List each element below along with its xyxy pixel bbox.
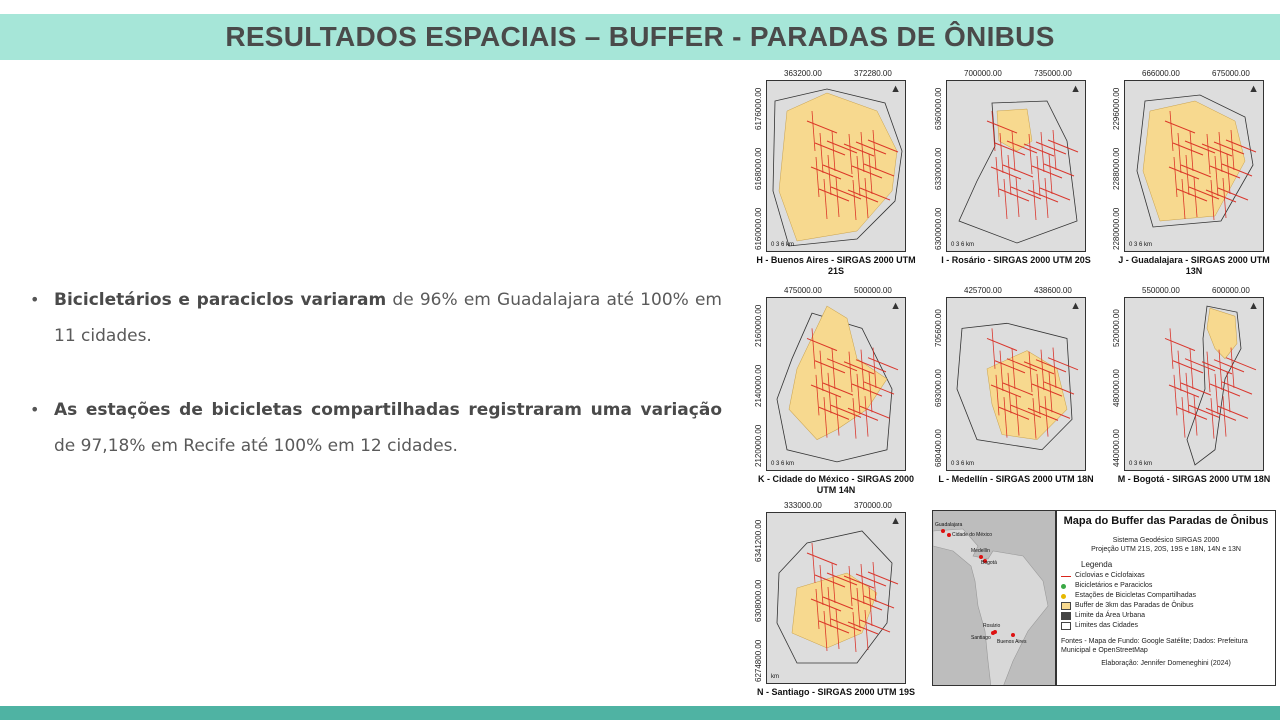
map-caption: I - Rosário - SIRGAS 2000 UTM 20S <box>941 255 1091 265</box>
scale-bar-label: 0 3 6 km <box>1129 242 1153 248</box>
y-coordinate-label: 6274800.00 <box>754 639 763 682</box>
legend-items <box>1057 571 1275 631</box>
legend-swatch <box>1061 594 1066 599</box>
y-coordinate-label: 6300000.00 <box>934 207 943 250</box>
y-coordinate-label: 2140000.00 <box>754 364 763 407</box>
bullet-dot: • <box>30 400 40 419</box>
legend-heading: Legenda <box>1081 560 1113 569</box>
y-coordinate-label: 6341200.00 <box>754 519 763 562</box>
map-legend <box>1056 510 1276 686</box>
bullet-rest: de 96% em Guadalajara até 100% em 11 cidades. <box>54 290 722 346</box>
y-coordinate-label: 693000.00 <box>934 369 943 407</box>
bullet-item <box>30 392 722 464</box>
legend-swatch <box>1061 612 1071 620</box>
legend-swatch <box>1061 622 1071 630</box>
overview-marker <box>941 529 945 533</box>
scale-bar-label: 0 3 6 km <box>771 242 795 248</box>
map-caption: K - Cidade do México - SIRGAS 2000 UTM 14N <box>757 474 915 495</box>
y-coordinate-label: 2160000.00 <box>754 304 763 347</box>
north-arrow-icon: ▲ <box>1248 83 1259 95</box>
legend-label: Limites das Cidades <box>1075 622 1139 629</box>
x-coordinate-label: 500000.00 <box>854 286 892 295</box>
scale-bar-label: 0 3 6 km <box>1129 461 1153 467</box>
overview-map <box>932 510 1056 686</box>
scale-bar-label: 0 3 6 km <box>951 461 975 467</box>
city-map-frame <box>946 80 1086 252</box>
bullet-bold: As estações de bicicletas compartilhadas registraram uma variação <box>54 400 722 420</box>
legend-label: Bicicletários e Paraciclos <box>1075 582 1153 589</box>
city-map-frame <box>766 297 906 471</box>
legend-projection: Projeção UTM 21S, 20S, 19S e 18N, 14N e 13N <box>1091 546 1241 553</box>
y-coordinate-label: 705600.00 <box>934 309 943 347</box>
y-coordinate-label: 6308000.00 <box>754 579 763 622</box>
y-coordinate-label: 2288000.00 <box>1112 147 1121 190</box>
x-coordinate-label: 550000.00 <box>1142 286 1180 295</box>
legend-item <box>1057 571 1275 581</box>
legend-label: Buffer de 3km das Paradas de Ônibus <box>1075 602 1194 609</box>
x-coordinate-label: 438600.00 <box>1034 286 1072 295</box>
overview-label: Guadalajara <box>935 522 963 528</box>
bottom-bar <box>0 706 1280 720</box>
x-coordinate-label: 372280.00 <box>854 69 892 78</box>
scale-bar-label: 0 3 6 km <box>951 242 975 248</box>
bullet-rest: de 97,18% em Recife até 100% em 12 cidades. <box>54 436 458 456</box>
legend-elaboration: Elaboração: Jennifer Domeneghini (2024) <box>1101 660 1231 667</box>
y-coordinate-label: 2280000.00 <box>1112 207 1121 250</box>
legend-label: Ciclovias e Ciclofaixas <box>1075 572 1145 579</box>
legend-swatch <box>1061 576 1071 577</box>
map-caption: H - Buenos Aires - SIRGAS 2000 UTM 21S <box>756 255 916 276</box>
x-coordinate-label: 666000.00 <box>1142 69 1180 78</box>
north-arrow-icon: ▲ <box>1070 300 1081 312</box>
north-arrow-icon: ▲ <box>1070 83 1081 95</box>
city-map-frame <box>766 80 906 252</box>
legend-item <box>1057 591 1275 601</box>
scale-bar-label: km <box>771 674 779 680</box>
x-coordinate-label: 425700.00 <box>964 286 1002 295</box>
city-map-frame <box>766 512 906 684</box>
bullet-text <box>54 282 722 354</box>
bullet-bold: Bicicletários e paraciclos variaram <box>54 290 387 310</box>
overview-marker <box>947 533 951 537</box>
legend-title: Mapa do Buffer das Paradas de Ônibus <box>1063 515 1269 527</box>
y-coordinate-label: 2296000.00 <box>1112 87 1121 130</box>
y-coordinate-label: 2120000.00 <box>754 424 763 467</box>
x-coordinate-label: 600000.00 <box>1212 286 1250 295</box>
x-coordinate-label: 363200.00 <box>784 69 822 78</box>
bullet-dot: • <box>30 290 40 309</box>
overview-label: Bogotá <box>981 560 997 566</box>
city-map-frame <box>946 297 1086 471</box>
map-caption: L - Medellín - SIRGAS 2000 UTM 18N <box>938 474 1094 484</box>
north-arrow-icon: ▲ <box>890 83 901 95</box>
overview-label: Medellín <box>971 548 990 554</box>
x-coordinate-label: 370000.00 <box>854 501 892 510</box>
x-coordinate-label: 475000.00 <box>784 286 822 295</box>
y-coordinate-label: 680400.00 <box>934 429 943 467</box>
legend-item <box>1057 611 1275 621</box>
y-coordinate-label: 440000.00 <box>1112 429 1121 467</box>
overview-label: Rosário <box>983 623 1001 629</box>
city-map-frame <box>1124 80 1264 252</box>
y-coordinate-label: 6168000.00 <box>754 147 763 190</box>
y-coordinate-label: 6330000.00 <box>934 147 943 190</box>
legend-item <box>1057 581 1275 591</box>
y-coordinate-label: 6176000.00 <box>754 87 763 130</box>
legend-item <box>1057 601 1275 611</box>
overview-label: Cidade do México <box>952 532 993 538</box>
legend-swatch <box>1061 584 1066 589</box>
x-coordinate-label: 675000.00 <box>1212 69 1250 78</box>
legend-item <box>1057 621 1275 631</box>
north-arrow-icon: ▲ <box>890 300 901 312</box>
north-arrow-icon: ▲ <box>1248 300 1259 312</box>
x-coordinate-label: 700000.00 <box>964 69 1002 78</box>
legend-sources: Fontes - Mapa de Fundo: Google Satélite; Dados: Prefeitura Municipal e OpenStreetMap <box>1061 638 1248 654</box>
overview-marker <box>979 555 983 559</box>
y-coordinate-label: 6360000.00 <box>934 87 943 130</box>
slide-title: RESULTADOS ESPACIAIS – BUFFER - PARADAS DE ÔNIBUS <box>225 21 1055 52</box>
legend-system: Sistema Geodésico SIRGAS 2000 <box>1112 537 1220 544</box>
bullet-item <box>30 282 722 354</box>
bullet-text <box>54 392 722 464</box>
x-coordinate-label: 333000.00 <box>784 501 822 510</box>
scale-bar-label: 0 3 6 km <box>771 461 795 467</box>
overview-label: Santiago <box>971 635 991 641</box>
legend-label: Estações de Bicicletas Compartilhadas <box>1075 592 1197 599</box>
legend-label: Limite da Área Urbana <box>1075 612 1146 619</box>
title-bar <box>0 14 1280 60</box>
north-arrow-icon: ▲ <box>890 515 901 527</box>
x-coordinate-label: 735000.00 <box>1034 69 1072 78</box>
overview-marker <box>991 631 995 635</box>
legend-swatch <box>1061 602 1071 610</box>
city-map-frame <box>1124 297 1264 471</box>
y-coordinate-label: 480000.00 <box>1112 369 1121 407</box>
y-coordinate-label: 520000.00 <box>1112 309 1121 347</box>
y-coordinate-label: 6160000.00 <box>754 207 763 250</box>
map-caption: J - Guadalajara - SIRGAS 2000 UTM 13N <box>1118 255 1270 276</box>
overview-marker <box>1011 633 1015 637</box>
map-caption: M - Bogotá - SIRGAS 2000 UTM 18N <box>1117 474 1271 484</box>
overview-label: Buenos Aires <box>997 639 1027 645</box>
map-caption: N - Santiago - SIRGAS 2000 UTM 19S <box>756 687 916 697</box>
bullet-list <box>30 282 722 502</box>
